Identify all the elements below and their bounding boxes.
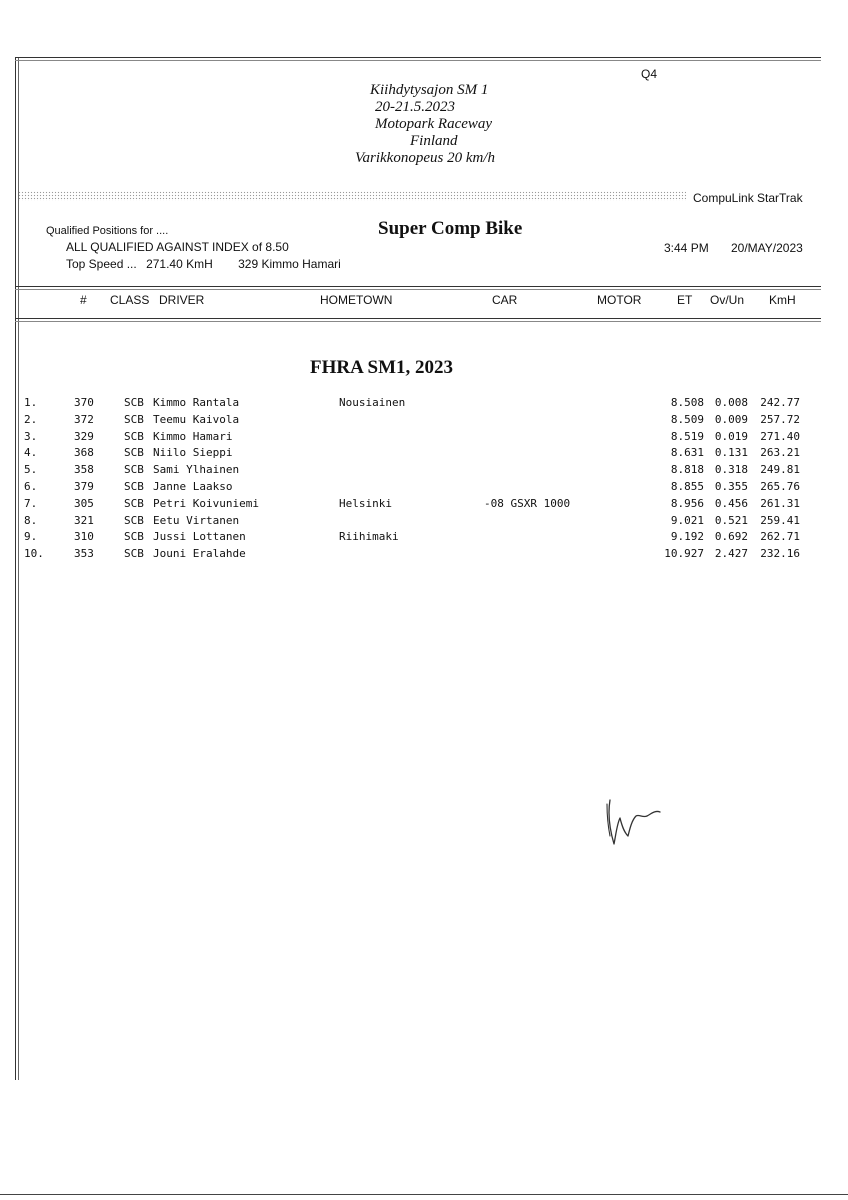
cell-driver: Eetu Virtanen bbox=[153, 513, 240, 527]
pit-speed-limit: Varikkonopeus 20 km/h bbox=[355, 150, 495, 166]
col-header-kmh: KmH bbox=[769, 293, 796, 307]
event-country: Finland bbox=[410, 133, 458, 149]
cell-class: SCB bbox=[124, 530, 144, 544]
col-header-motor: MOTOR bbox=[597, 293, 642, 307]
cell-et: 8.956 bbox=[670, 496, 704, 510]
top-speed-line bbox=[66, 257, 347, 271]
q-code: Q4 bbox=[641, 67, 658, 81]
cell-class: SCB bbox=[124, 429, 144, 443]
cell-driver: Niilo Sieppi bbox=[153, 446, 233, 460]
report-time: 3:44 PM bbox=[664, 241, 709, 255]
col-header-ovun: Ov/Un bbox=[710, 293, 745, 307]
cell-ovun: 0.456 bbox=[714, 496, 748, 510]
table-row bbox=[0, 530, 848, 547]
event-name: Kiihdytysajon SM 1 bbox=[370, 82, 489, 98]
frame-top-inner-line bbox=[15, 60, 821, 61]
cell-driver: Petri Koivuniemi bbox=[153, 496, 259, 510]
cell-position: 4. bbox=[24, 446, 38, 460]
cell-number: 370 bbox=[74, 396, 94, 409]
event-venue: Motopark Raceway bbox=[375, 116, 493, 132]
frame-left-inner-line bbox=[18, 57, 19, 1080]
cell-number: 372 bbox=[74, 412, 94, 426]
cell-hometown: Riihimaki bbox=[339, 530, 399, 544]
cell-driver: Sami Ylhainen bbox=[153, 463, 240, 477]
cell-driver: Kimmo Hamari bbox=[153, 429, 233, 443]
cell-et: 8.818 bbox=[670, 463, 704, 477]
cell-position: 2. bbox=[24, 412, 38, 426]
cell-et: 8.508 bbox=[670, 396, 704, 409]
qualified-positions-label: Qualified Positions for .... bbox=[46, 225, 169, 237]
event-title: FHRA SM1, 2023 bbox=[310, 357, 454, 378]
cell-et: 8.855 bbox=[670, 479, 704, 493]
cell-et: 8.509 bbox=[670, 412, 704, 426]
col-header-driver: DRIVER bbox=[159, 293, 205, 307]
cell-kmh: 232.16 bbox=[760, 547, 800, 561]
cell-driver: Kimmo Rantala bbox=[153, 396, 240, 409]
cell-number: 353 bbox=[74, 547, 94, 561]
cell-number: 379 bbox=[74, 479, 94, 493]
cell-driver: Teemu Kaivola bbox=[153, 412, 240, 426]
header-rule-bottom-inner bbox=[15, 321, 821, 322]
cell-position: 3. bbox=[24, 429, 38, 443]
index-line: ALL QUALIFIED AGAINST INDEX of 8.50 bbox=[66, 240, 289, 254]
cell-number: 321 bbox=[74, 513, 94, 527]
cell-number: 368 bbox=[74, 446, 94, 460]
cell-driver: Janne Laakso bbox=[153, 479, 233, 493]
cell-kmh: 263.21 bbox=[760, 446, 800, 460]
cell-et: 9.192 bbox=[670, 530, 704, 544]
cell-class: SCB bbox=[124, 396, 144, 409]
col-header-num: # bbox=[80, 293, 87, 307]
vendor-label: CompuLink StarTrak bbox=[693, 191, 803, 205]
cell-position: 6. bbox=[24, 479, 38, 493]
col-header-class: CLASS bbox=[110, 293, 150, 307]
cell-kmh: 259.41 bbox=[760, 513, 800, 527]
cell-kmh: 261.31 bbox=[760, 496, 800, 510]
cell-number: 310 bbox=[74, 530, 94, 544]
col-header-et: ET bbox=[677, 293, 693, 307]
cell-ovun: 0.318 bbox=[714, 463, 748, 477]
class-title: Super Comp Bike bbox=[378, 218, 523, 239]
cell-driver: Jouni Eralahde bbox=[153, 547, 246, 561]
table-row bbox=[0, 396, 848, 413]
cell-hometown: Nousiainen bbox=[339, 396, 406, 409]
col-header-car: CAR bbox=[492, 293, 518, 307]
cell-class: SCB bbox=[124, 479, 144, 493]
cell-kmh: 271.40 bbox=[760, 429, 800, 443]
cell-number: 358 bbox=[74, 463, 94, 477]
cell-number: 329 bbox=[74, 429, 94, 443]
cell-class: SCB bbox=[124, 513, 144, 527]
cell-ovun: 0.131 bbox=[714, 446, 748, 460]
top-speed-driver: 329 Kimmo Hamari bbox=[238, 257, 341, 271]
cell-kmh: 242.77 bbox=[760, 396, 800, 409]
table-row bbox=[0, 514, 848, 531]
frame-top-line bbox=[15, 57, 821, 58]
cell-kmh: 257.72 bbox=[760, 412, 800, 426]
top-speed-label: Top Speed ... bbox=[66, 257, 137, 271]
table-row bbox=[0, 547, 848, 564]
header-rule-top-inner bbox=[15, 289, 821, 290]
col-header-hometown: HOMETOWN bbox=[320, 293, 393, 307]
page-bottom-line bbox=[0, 1194, 848, 1195]
cell-position: 10. bbox=[24, 547, 44, 561]
cell-et: 8.631 bbox=[670, 446, 704, 460]
signature-icon bbox=[598, 792, 668, 852]
cell-position: 5. bbox=[24, 463, 38, 477]
table-row bbox=[0, 463, 848, 480]
cell-kmh: 265.76 bbox=[760, 479, 800, 493]
cell-class: SCB bbox=[124, 446, 144, 460]
cell-hometown: Helsinki bbox=[339, 496, 392, 510]
cell-driver: Jussi Lottanen bbox=[153, 530, 246, 544]
top-speed-value: 271.40 KmH bbox=[146, 257, 213, 271]
results-table bbox=[0, 396, 848, 564]
table-row bbox=[0, 480, 848, 497]
cell-class: SCB bbox=[124, 547, 144, 561]
report-date: 20/MAY/2023 bbox=[731, 241, 803, 255]
cell-kmh: 249.81 bbox=[760, 463, 800, 477]
cell-ovun: 0.008 bbox=[714, 396, 748, 409]
cell-class: SCB bbox=[124, 463, 144, 477]
cell-class: SCB bbox=[124, 412, 144, 426]
cell-kmh: 262.71 bbox=[760, 530, 800, 544]
cell-ovun: 0.692 bbox=[714, 530, 748, 544]
cell-position: 7. bbox=[24, 496, 38, 510]
cell-car: -08 GSXR 1000 bbox=[484, 496, 571, 510]
cell-ovun: 0.009 bbox=[714, 412, 748, 426]
table-row bbox=[0, 446, 848, 463]
cell-et: 10.927 bbox=[664, 547, 704, 561]
header-rule-top bbox=[15, 286, 821, 287]
cell-et: 8.519 bbox=[670, 429, 704, 443]
table-row bbox=[0, 430, 848, 447]
frame-left-line bbox=[15, 57, 16, 1080]
cell-position: 1. bbox=[24, 396, 38, 409]
cell-class: SCB bbox=[124, 496, 144, 510]
cell-ovun: 0.355 bbox=[714, 479, 748, 493]
cell-number: 305 bbox=[74, 496, 94, 510]
cell-ovun: 0.521 bbox=[714, 513, 748, 527]
table-row bbox=[0, 413, 848, 430]
cell-ovun: 0.019 bbox=[714, 429, 748, 443]
header-rule-bottom bbox=[15, 318, 821, 319]
dotted-separator bbox=[18, 191, 686, 201]
event-header bbox=[330, 82, 560, 167]
event-dates: 20-21.5.2023 bbox=[375, 99, 455, 115]
table-row bbox=[0, 497, 848, 514]
cell-position: 9. bbox=[24, 530, 38, 544]
cell-ovun: 2.427 bbox=[714, 547, 748, 561]
cell-et: 9.021 bbox=[670, 513, 704, 527]
cell-position: 8. bbox=[24, 513, 38, 527]
